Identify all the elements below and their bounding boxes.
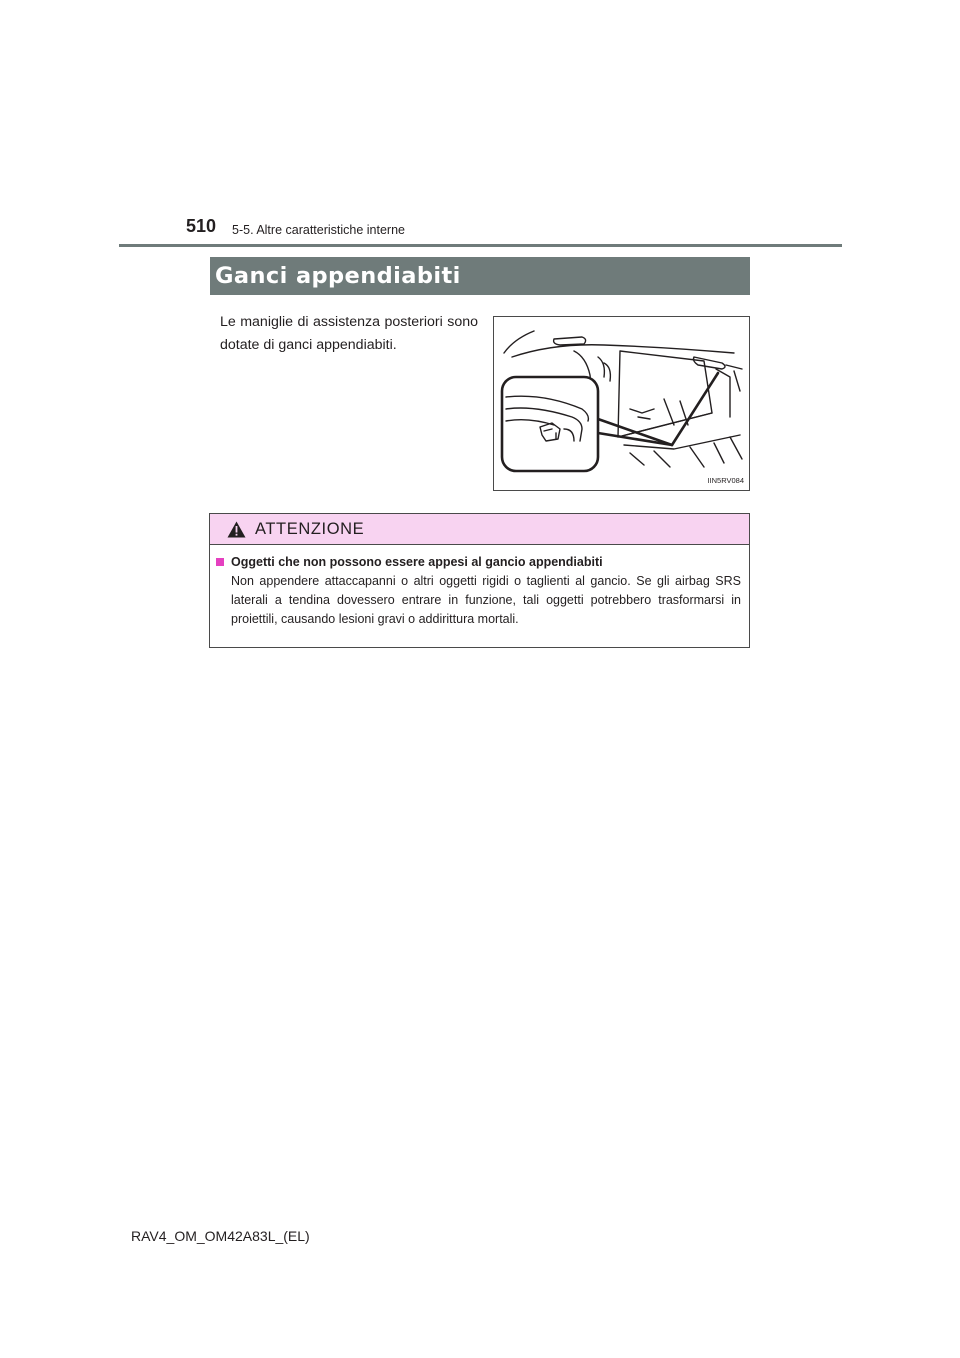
- warning-heading: ATTENZIONE: [255, 519, 365, 538]
- warning-body: [210, 545, 749, 629]
- square-bullet-icon: [216, 558, 224, 566]
- page-title-bar: [210, 257, 750, 295]
- warning-header: [210, 514, 749, 545]
- warning-item-title: Oggetti che non possono essere appesi al gancio appendiabiti: [231, 555, 603, 569]
- coat-hook-illustration: [494, 317, 750, 491]
- header-rule: [119, 244, 842, 247]
- warning-item-text: Non appendere attaccapanni o altri oggetti rigidi o taglienti al gancio. Se gli airbag SRS laterali a tendina dovessero entrare in funzione, tali oggetti potrebbero trasformarsi in proiettili, causando lesioni gravi o addirittura mortali.: [231, 574, 741, 626]
- warning-triangle-icon: [227, 521, 246, 538]
- intro-paragraph: Le maniglie di assistenza posteriori sono dotate di ganci appendiabiti.: [220, 314, 478, 353]
- warning-item: [216, 555, 741, 569]
- footer-document-code: RAV4_OM_OM42A83L_(EL): [131, 1228, 310, 1244]
- page-title: Ganci appendiabiti: [215, 263, 461, 289]
- page-number: 510: [186, 216, 217, 236]
- coat-hook-figure: [493, 316, 750, 491]
- section-label: 5-5. Altre caratteristiche interne: [232, 223, 405, 237]
- warning-box: [209, 513, 750, 648]
- figure-code: IIN5RV084: [707, 476, 744, 485]
